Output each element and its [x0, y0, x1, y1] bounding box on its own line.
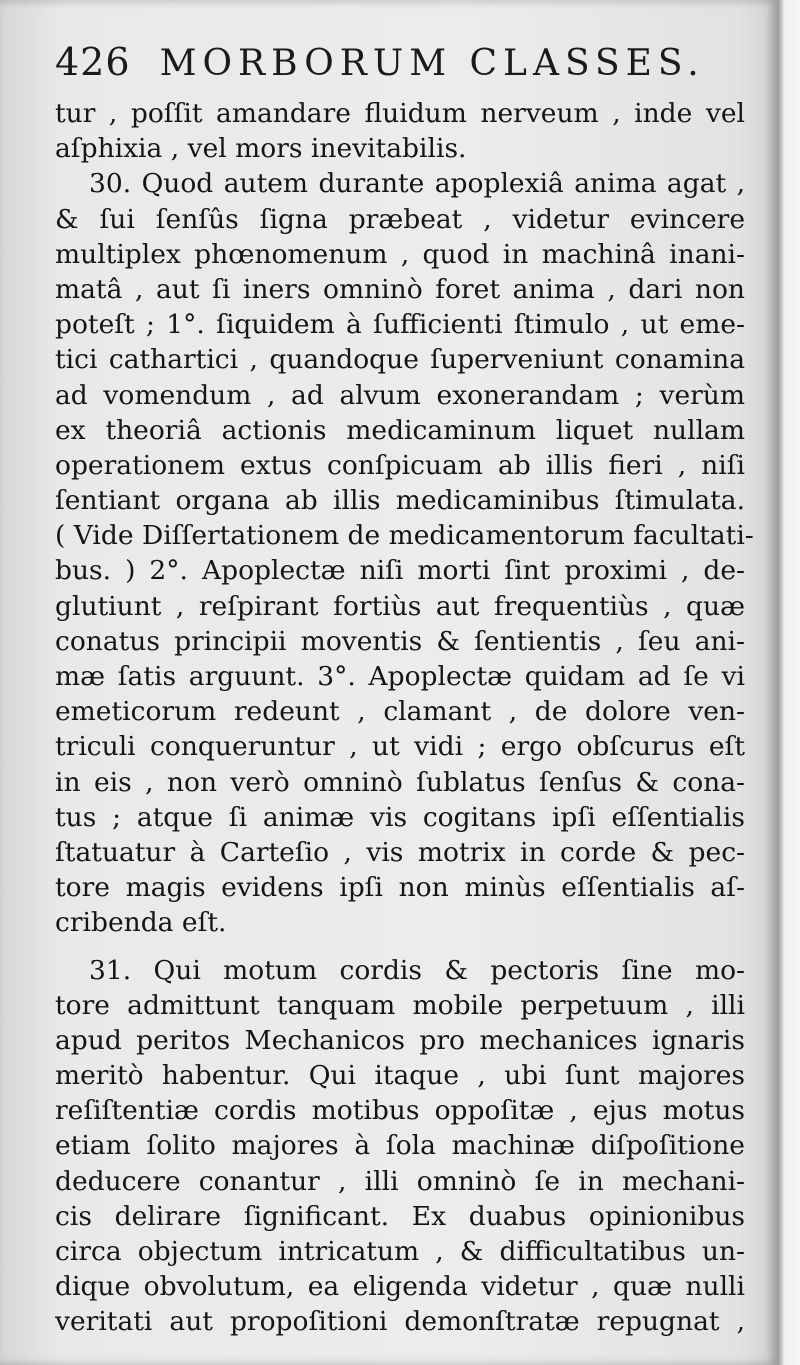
- text-line: tore admittunt tanquam mobile perpetuum , illi: [55, 989, 745, 1021]
- text-line: tore magis evidens ipſi non minùs eſſentialis aſ-: [55, 872, 745, 904]
- text-line: emeticorum redeunt , clamant , de dolore ven-: [55, 696, 745, 728]
- text-line: conatus principii moventis & ſentientis , ſeu ani-: [55, 625, 745, 657]
- text-line: aſphixia , vel mors inevitabilis.: [55, 133, 467, 165]
- text-line: glutiunt , reſpirant fortiùs aut frequentiùs , quæ: [55, 590, 745, 622]
- running-title: MORBORUM CLASSES.: [159, 43, 705, 84]
- text-line: apud peritos Mechanicos pro mechanices ignaris: [55, 1024, 745, 1056]
- text-line: ( Vide Diſſertationem de medicamentorum facultati-: [55, 520, 754, 552]
- paragraph-start-line: 30. Quod autem durante apoplexiâ anima agat ,: [89, 168, 745, 200]
- text-line: mæ ſatis arguunt. 3°. Apoplectæ quidam ad ſe vi: [55, 661, 745, 692]
- text-line: tur , poſſit amandare fluidum nerveum , inde vel: [55, 98, 745, 129]
- text-line: cis delirare ſignificant. Ex duabus opinionibus: [55, 1200, 745, 1232]
- text-line: tus ; atque ſi animæ vis cogitans ipſi eſſentialis: [55, 801, 745, 833]
- text-line: circa objectum intricatum , & difficultatibus un-: [55, 1236, 745, 1267]
- text-line: reſiſtentiæ cordis motibus oppoſitæ , ejus motus: [55, 1095, 745, 1127]
- text-line: in eis , non verò omninò ſublatus ſenſus & cona-: [55, 766, 745, 798]
- text-line: multiplex phœnomenum , quod in machinâ inani-: [55, 238, 745, 270]
- text-line: dique obvolutum, ea eligenda videtur , quæ nulli: [55, 1271, 745, 1303]
- text-line: & ſui ſenſûs ſigna præbeat , videtur evincere: [55, 203, 745, 235]
- text-line: veritati aut propoſitioni demonſtratæ repugnat ,: [55, 1306, 745, 1338]
- text-line: ſtatuatur à Carteſio , vis motrix in corde & pec-: [55, 836, 745, 868]
- text-line: etiam ſolito majores à ſola machinæ diſpoſitione: [55, 1130, 745, 1162]
- page-number: 426: [55, 40, 131, 84]
- text-line: deducere conantur , illi omninò ſe in mechani-: [55, 1165, 745, 1197]
- text-line: ſentiant organa ab illis medicaminibus ſtimulata.: [55, 485, 745, 517]
- text-line: bus. ) 2°. Apoplectæ niſi morti ſint proximi , de-: [55, 555, 745, 587]
- text-line: poteſt ; 1°. ſiquidem à ſufficienti ſtimulo , ut eme-: [55, 309, 745, 341]
- paragraph-start-line: 31. Qui motum cordis & pectoris ſine mo-: [89, 954, 745, 986]
- text-line: matâ , aut ſi iners omninò foret anima , dari non: [55, 273, 745, 305]
- text-line: ex theoriâ actionis medicaminum liquet nullam: [55, 414, 745, 446]
- text-line: cribenda eſt.: [55, 907, 227, 939]
- text-line: meritò habentur. Qui itaque , ubi ſunt majores: [55, 1060, 745, 1092]
- text-line: ad vomendum , ad alvum exonerandam ; verùm: [55, 379, 745, 411]
- text-body: [55, 96, 754, 1340]
- page-edge-shadow: [778, 0, 800, 1365]
- text-line: tici cathartici , quandoque ſuperveniunt conamina: [55, 344, 745, 376]
- running-header: [55, 40, 735, 96]
- text-line: operationem extus conſpicuam ab illis fieri , niſi: [55, 449, 745, 481]
- text-line: triculi conqueruntur , ut vidi ; ergo obſcurus eſt: [55, 731, 745, 763]
- paragraph-gap: [55, 941, 745, 953]
